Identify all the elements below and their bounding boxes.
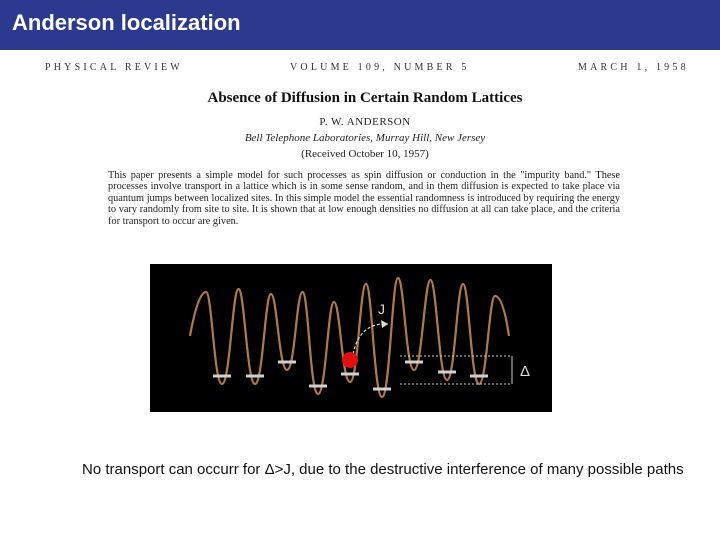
gap-label: Δ xyxy=(520,363,531,380)
random-potential-figure xyxy=(150,264,552,412)
paper-affiliation: Bell Telephone Laboratories, Murray Hill, New Jersey xyxy=(244,132,486,144)
journal-date: MARCH 1, 1958 xyxy=(578,62,689,73)
journal-volume: VOLUME 109, NUMBER 5 xyxy=(290,62,470,73)
hop-label: J xyxy=(378,301,385,317)
particle-dot xyxy=(342,352,358,368)
random-potential-svg xyxy=(150,264,552,412)
title-bar xyxy=(0,0,720,50)
paper-abstract: This paper presents a simple model for such processes as spin diffusion or conduction in the "impurity band." These processes involve transport in a lattice which is in some sense random, and in them diffusion is expected to take place via quantum jumps between localized sites. In this simple model the essential randomness is introduced by requiring the energy to vary randomly from site to site. It is shown that at low enough densities no diffusion at all can take place, and the criteria for transport to occur are given. xyxy=(108,170,620,227)
slide-caption: No transport can occurr for Δ>J, due to the destructive interference of many possible paths xyxy=(82,461,684,478)
paper-excerpt xyxy=(40,56,690,236)
hop-arrowhead xyxy=(381,320,388,328)
slide-title: Anderson localization xyxy=(12,10,241,35)
journal-name: PHYSICAL REVIEW xyxy=(45,62,183,73)
potential-curve xyxy=(190,278,509,397)
paper-title: Absence of Diffusion in Certain Random Lattices xyxy=(207,90,523,106)
paper-author: P. W. ANDERSON xyxy=(319,116,411,128)
paper-received-date: (Received October 10, 1957) xyxy=(301,148,429,160)
